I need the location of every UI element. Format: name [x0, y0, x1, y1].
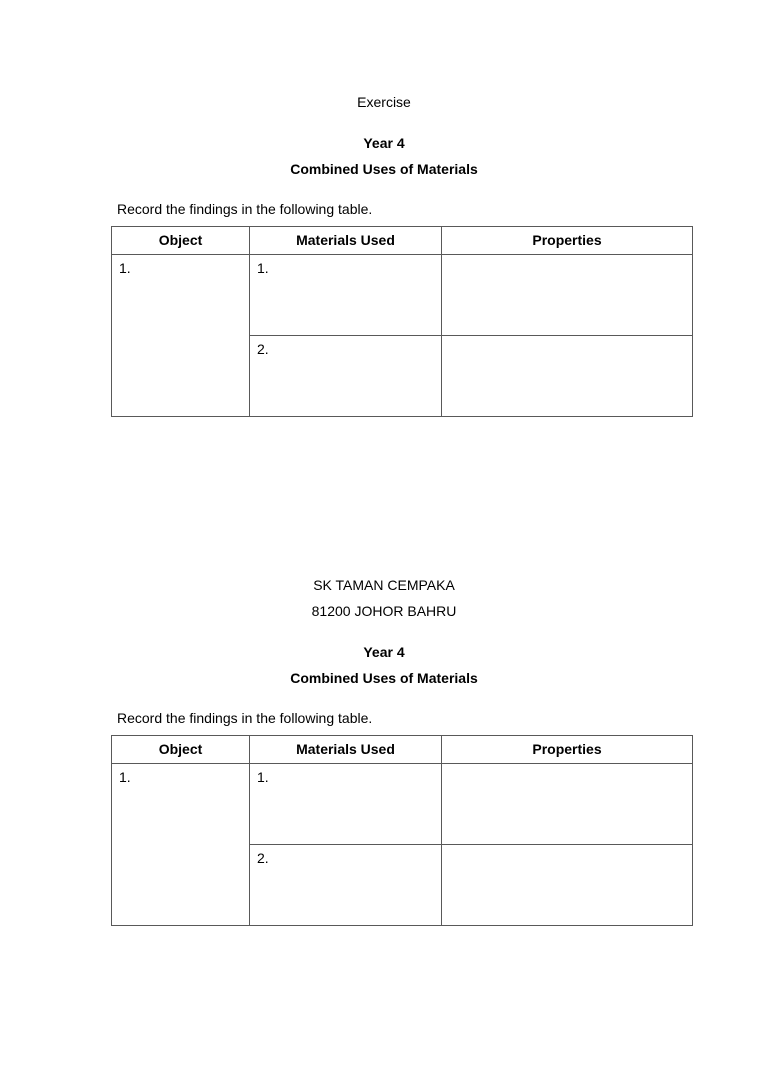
table-header-row	[112, 227, 693, 255]
header-object: Object	[112, 736, 250, 764]
header-properties: Properties	[442, 736, 693, 764]
table-row	[112, 764, 693, 845]
material-cell[interactable]	[250, 845, 442, 926]
worksheet-title: Combined Uses of Materials	[290, 161, 478, 177]
material-number: 2.	[257, 850, 269, 866]
school-address: 81200 JOHOR BAHRU	[311, 603, 457, 619]
header-object: Object	[112, 227, 250, 255]
table-header-row	[112, 736, 693, 764]
material-number: 1.	[257, 260, 269, 276]
exercise-heading: Exercise	[357, 94, 411, 110]
properties-cell[interactable]	[442, 336, 693, 417]
year-label: Year 4	[363, 135, 405, 151]
properties-cell[interactable]	[442, 845, 693, 926]
school-name: SK TAMAN CEMPAKA	[313, 577, 455, 593]
material-cell[interactable]	[250, 255, 442, 336]
instruction-text: Record the findings in the following table.	[117, 201, 373, 217]
header-materials-used: Materials Used	[250, 227, 442, 255]
material-cell[interactable]	[250, 336, 442, 417]
object-number: 1.	[119, 260, 131, 276]
header-materials-used: Materials Used	[250, 736, 442, 764]
findings-table	[111, 735, 693, 926]
object-cell[interactable]	[112, 255, 250, 417]
object-cell[interactable]	[112, 764, 250, 926]
year-label: Year 4	[363, 644, 405, 660]
material-cell[interactable]	[250, 764, 442, 845]
object-number: 1.	[119, 769, 131, 785]
material-number: 1.	[257, 769, 269, 785]
worksheet-title: Combined Uses of Materials	[290, 670, 478, 686]
table-row	[112, 255, 693, 336]
instruction-text: Record the findings in the following table.	[117, 710, 373, 726]
properties-cell[interactable]	[442, 255, 693, 336]
findings-table	[111, 226, 693, 417]
header-properties: Properties	[442, 227, 693, 255]
properties-cell[interactable]	[442, 764, 693, 845]
material-number: 2.	[257, 341, 269, 357]
